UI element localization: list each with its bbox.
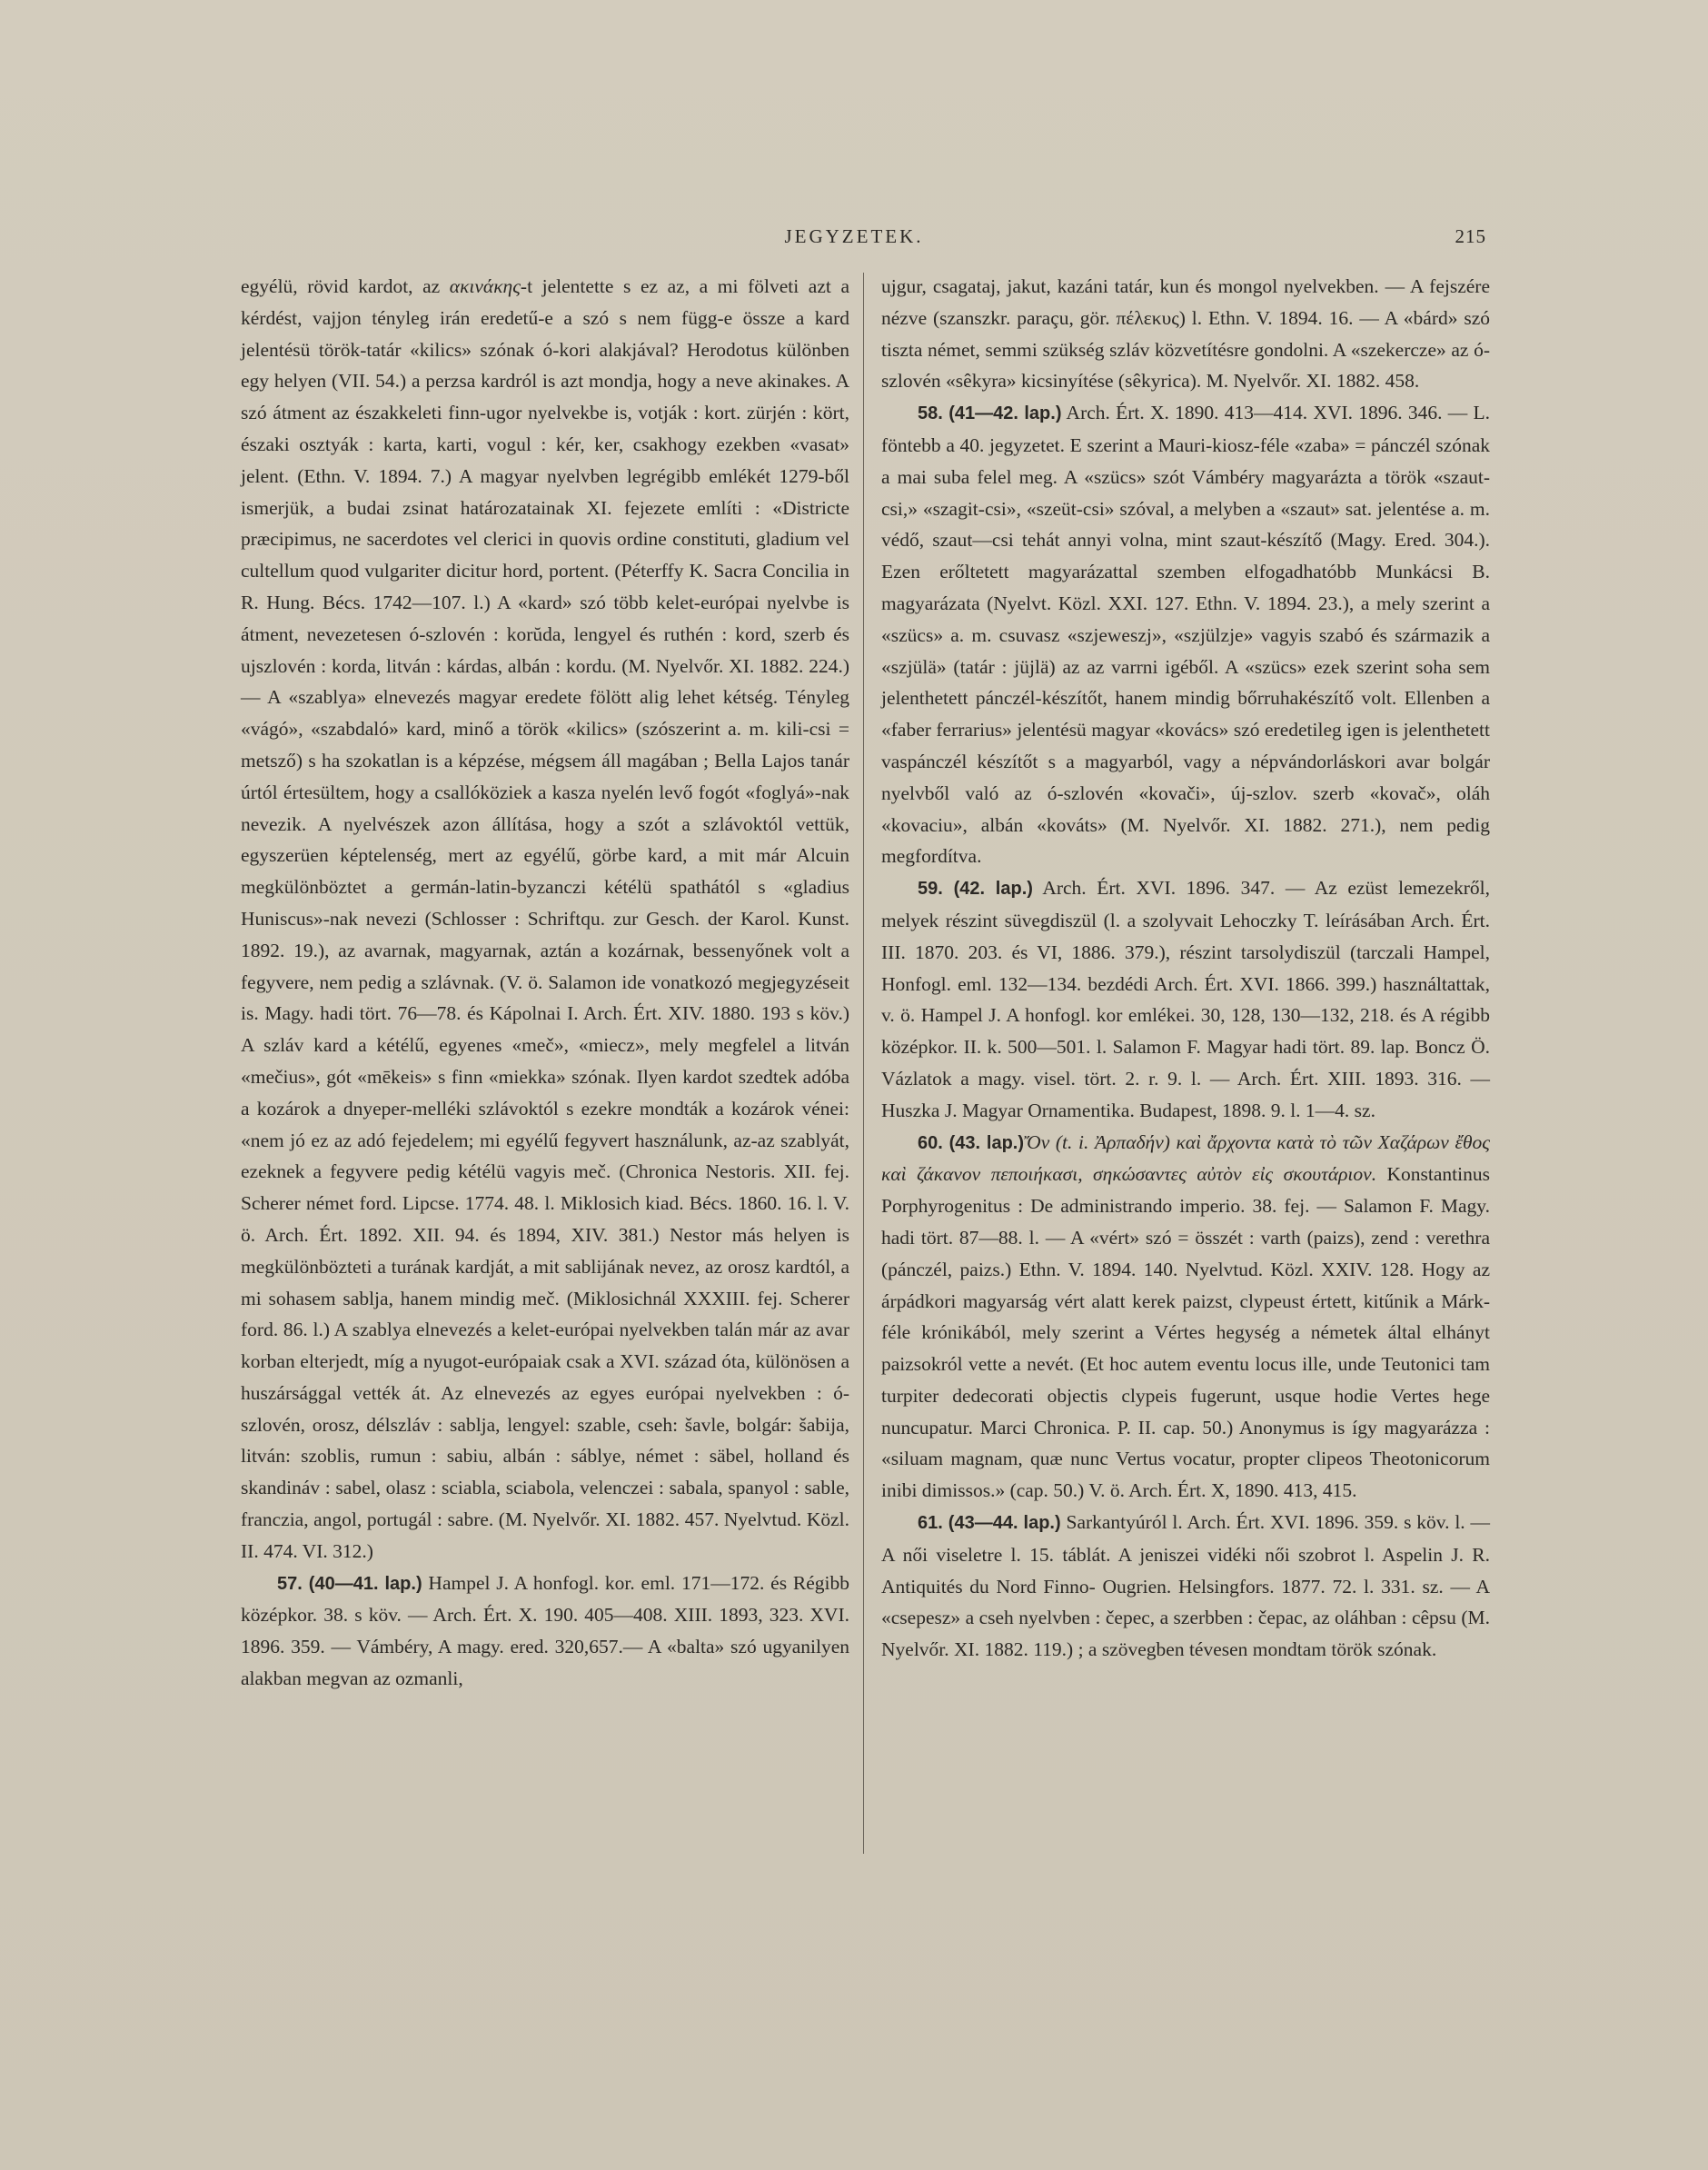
- note-58: [881, 397, 1490, 872]
- right-column: [881, 271, 1490, 1666]
- note-text: Hampel J. A honfogl. kor. eml. 171—172. és Régibb középkor. 38. s köv. — Arch. Ért. X. 190. 405—408. XIII. 1893, 323. XVI. 1896. 359. — Vámbéry, A magy. ered. 320,657.— A «balta» szó ugyanilyen alakban megvan az ozmanli,: [241, 1571, 849, 1690]
- note-text: Konstantinus Porphyrogenitus : De administrando imperio. 38. fej. — Salamon F. Magy. hadi tört. 87—88. l. — A «vért» szó = összét : varth (paizs), zend : verethra (pánczél, paizs.) Ethn. V. 1894. 140. Nyelvtud. Közl. XXIV. 128. Hogy az árpádkori magyarság vért alatt kerek paizst, clypeust értett, kitűnik a Márk-féle krónikából, mely szerint a Vértes hegység a németek által elhányt paizsokról vette a nevét. (Et hoc autem eventu locus ille, unde Teutonici tam turpiter dedecorati objectis clypeis fugerunt, usque hodie Vertes hege nuncupatur. Marci Chronica. P. II. cap. 50.) Anonymus is így magyarázza : «siluam magnam, quæ nunc Vertus vocatur, propter clipeos Theotonicorum inibi dimissos.» (cap. 50.) V. ö. Arch. Ért. X, 1890. 413, 415.: [881, 1163, 1490, 1502]
- note-heading: 60. (43. lap.): [918, 1132, 1025, 1153]
- note-heading: 59. (42. lap.): [918, 879, 1033, 900]
- text-run: egyélü, rövid kardot, az: [241, 275, 450, 297]
- continued-paragraph: [241, 271, 849, 1568]
- note-61: [881, 1507, 1490, 1666]
- page-title: JEGYZETEK.: [784, 225, 924, 247]
- column-divider: [863, 273, 864, 1854]
- note-59: [881, 872, 1490, 1126]
- note-heading: 58. (41—42. lap.): [918, 403, 1062, 424]
- text-run: -t jelentette s ez az, a mi fölveti azt a kérdést, vajjon tényleg irán eredetű-e a szó s nem függ-e össze a kard jelentésü török-tatár «kilics» szónak ó-kori alakjával? Herodotus különben egy helyen (VII. 54.) a perzsa kardról is azt mondja, hogy a neve akinakes. A szó átment az északkeleti finn-ugor nyelvekbe is, votják : kort. zürjén : kört, északi osztyák : karta, karti, vogul : kér, ker, csakhogy ezekben «vasat» jelent. (Ethn. V. 1894. 7.) A magyar nyelvben legrégibb emlékét 1279-ből ismerjük, a budai zsinat határozatainak XI. fejezete említi : «Districte præcipimus, ne sacerdotes vel clerici in quovis ordine constituti, gladium vel cultellum quod vulgariter dicitur hord, portent. (Péterffy K. Sacra Concilia in R. Hung. Bécs. 1742—107. l.) A «kard» szó több kelet-európai nyelvbe is átment, nevezetesen ó-szlovén : korŭda, lengyel és ruthén : kord, szerb és ujszlovén : korda, litván : kárdas, albán : kordu. (M. Nyelvőr. XI. 1882. 224.) — A «szablya» elnevezés magyar eredete fölött alig lehet kétség. Tényleg «vágó», «szabdaló» kard, minő a török «kilics» (szószerint a. m. kili-csi = metsző) s ha szokatlan is a képzése, mégsem áll magában ; Bella Lajos tanár úrtól értesültem, hogy a csallóköziek a kasza nyelén levő fogót «foglyá»-nak nevezik. A nyelvészek azon állítása, hogy a szót a szlávoktól vettük, egyszerüen képtelenség, mert az egyélű, görbe kard, a mit már Alcuin megkülönböztet a germán-latin-byzanczi kétélü spathától s «gladius Huniscus»-nak nevezi (Schlosser : Schriftqu. zur Gesch. der Karol. Kunst. 1892. 19.), az avarnak, magyarnak, aztán a kozárnak, bessenyőnek volt a fegyvere, nem pedig a szlávnak. (V. ö. Salamon ide vonatkozó megjegyzéseit is. Magy. hadi tört. 76—78. és Kápolnai I. Arch. Ért. XIV. 1880. 193 s köv.) A szláv kard a kétélű, egyenes «meč», «miecz», mely megfelel a litván «mečius», gót «mēkeis» s finn «miekka» szónak. Ilyen kardot szedtek adóba a kozárok a dnyeper-melléki szlávoktól s ezekre mondták a kozárok vénei: «nem jó ez az adó fejedelem; mi egyélű fegyvert használunk, az-az szablyát, ezeknek a fegyvere pedig kétélü vagyis meč. (Chronica Nestoris. XII. fej. Scherer német ford. Lipcse. 1774. 48. l. Miklosich kiad. Bécs. 1860. 16. l. V. ö. Arch. Ért. 1892. XII. 94. és 1894, XIV. 381.) Nestor más helyen is megkülönbözteti a turának kardját, a mit sablijának nevez, az orosz kardtól, a mi sohasem sablja, hanem mindig meč. (Miklosichnál XXXIII. fej. Scherer ford. 86. l.) A szablya elnevezés a kelet-európai nyelvekben talán már az avar korban elterjedt, míg a nyugot-európaiak csak a XVI. század óta, különösen a huszársággal vették át. Az elnevezés az egyes európai nyelvekben : ó-szlovén, orosz, délszláv : sablja, lengyel: szable, cseh: šavle, bolgár: šabija, litván: szoblis, rumun : sabiu, albán : sáblye, német : säbel, holland és skandináv : sabel, olasz : sciabla, sciabola, velenczei : sabala, spanyol : sable, franczia, angol, portugál : sabre. (M. Nyelvőr. XI. 1882. 457. Nyelvtud. Közl. II. 474. VI. 312.): [241, 275, 849, 1562]
- continued-paragraph: ujgur, csagataj, jakut, kazáni tatár, kun és mongol nyelvekben. — A fejszére nézve (szanszkr. paraçu, gör. πέλεκυς) l. Ethn. V. 1894. 16. — A «bárd» szó tiszta német, semmi szükség szláv közvetítésre gondolni. A «szekercze» az ó-szlovén «sêkyra» kicsinyítése (sêkyrica). M. Nyelvőr. XI. 1882. 458.: [881, 275, 1490, 393]
- note-heading: 57. (40—41. lap.): [277, 1573, 422, 1594]
- running-header: [0, 225, 1708, 253]
- note-text: Arch. Ért. XVI. 1896. 347. — Az ezüst lemezekről, melyek részint süvegdiszül (l. a szolyvait Lehoczky T. leírásában Arch. Ért. III. 1870. 203. és VI, 1886. 379.), részint tarsolydiszül (tarczali Hampel, Honfogl. eml. 132—134. bezdédi Arch. Ért. XVI. 1866. 399.) használtattak, v. ö. Hampel J. A honfogl. kor emlékei. 30, 128, 130—132, 218. és A régibb középkor. II. k. 500—501. l. Salamon F. Magyar hadi tört. 89. lap. Boncz Ö. Vázlatok a magy. visel. tört. 2. r. 9. l. — Arch. Ért. XIII. 1893. 316. — Huszka J. Magyar Ornamentika. Budapest, 1898. 9. l. 1—4. sz.: [881, 877, 1490, 1121]
- note-text: Sarkantyúról l. Arch. Ért. XVI. 1896. 359. s köv. l. — A női viseletre l. 15. táblát. A jeniszei vidéki női szobrot l. Aspelin J. R. Antiquités du Nord Finno- Ougrien. Helsingfors. 1877. 72. l. 331. sz. — A «csepesz» a cseh nyelvben : čepec, a szerbben : čepac, az oláhban : cêpsu (M. Nyelvőr. XI. 1882. 119.) ; a szövegben tévesen mondtam török szónak.: [881, 1511, 1491, 1661]
- greek-quote: Ὄν (t. i. Ἀρπαδήν) καὶ ἄρχοντα κατὰ τὸ τῶν Χαζάρων ἔθος καὶ ζάκανον πεποιήκασι, σηκώσαντες αὐτὸν εἰς σκουτάριον.: [881, 1130, 1490, 1186]
- note-57: [241, 1568, 849, 1695]
- note-60: [881, 1127, 1490, 1508]
- note-text: Arch. Ért. X. 1890. 413—414. XVI. 1896. 346. — L. föntebb a 40. jegyzetet. E szerint a Mauri-kiosz-féle «zaba» = pánczél szónak a mai suba felel meg. A «szücs» szót Vámbéry magyarázta a török «szaut-csi,» «szagit-csi», «szeüt-csi» szóval, a melyben a «szaut» sat. jelentése a. m. védő, szaut—csi tehát annyi volna, mint szaut-készítő (Magy. Ered. 304.). Ezen erőltetett magyarázattal szemben elfogadhatóbb Munkácsi B. magyarázata (Nyelvt. Közl. XXI. 127. Ethn. V. 1894. 23.), a mely szerint a «szücs» a. m. csuvasz «szjeweszj», «szjülzje» vagyis szabó és származik a «szjülä» (tatár : jüjlä) az az varrni igéből. A «szücs» ezek szerint soha sem jelenthetett pánczél-készítőt, hanem mindig bőrruhakészítő volt. Ellenben a «faber ferrarius» jelentésü magyar «kovács» szó eredetileg igen is jelenthetett vaspánczél készítőt s a magyarból, vagy a népvándorláskori avar bolgár nyelvből való az ó-szlovén «kovači», új-szlov. szerb «kovač», oláh «kovaciu», albán «kováts» (M. Nyelvőr. XI. 1882. 271.), nem pedig megfordítva.: [881, 402, 1490, 868]
- left-column: [241, 271, 849, 1695]
- greek-term: ακινάκης: [449, 275, 521, 297]
- note-heading: 61. (43—44. lap.): [918, 1513, 1061, 1534]
- page-number: 215: [1455, 225, 1486, 247]
